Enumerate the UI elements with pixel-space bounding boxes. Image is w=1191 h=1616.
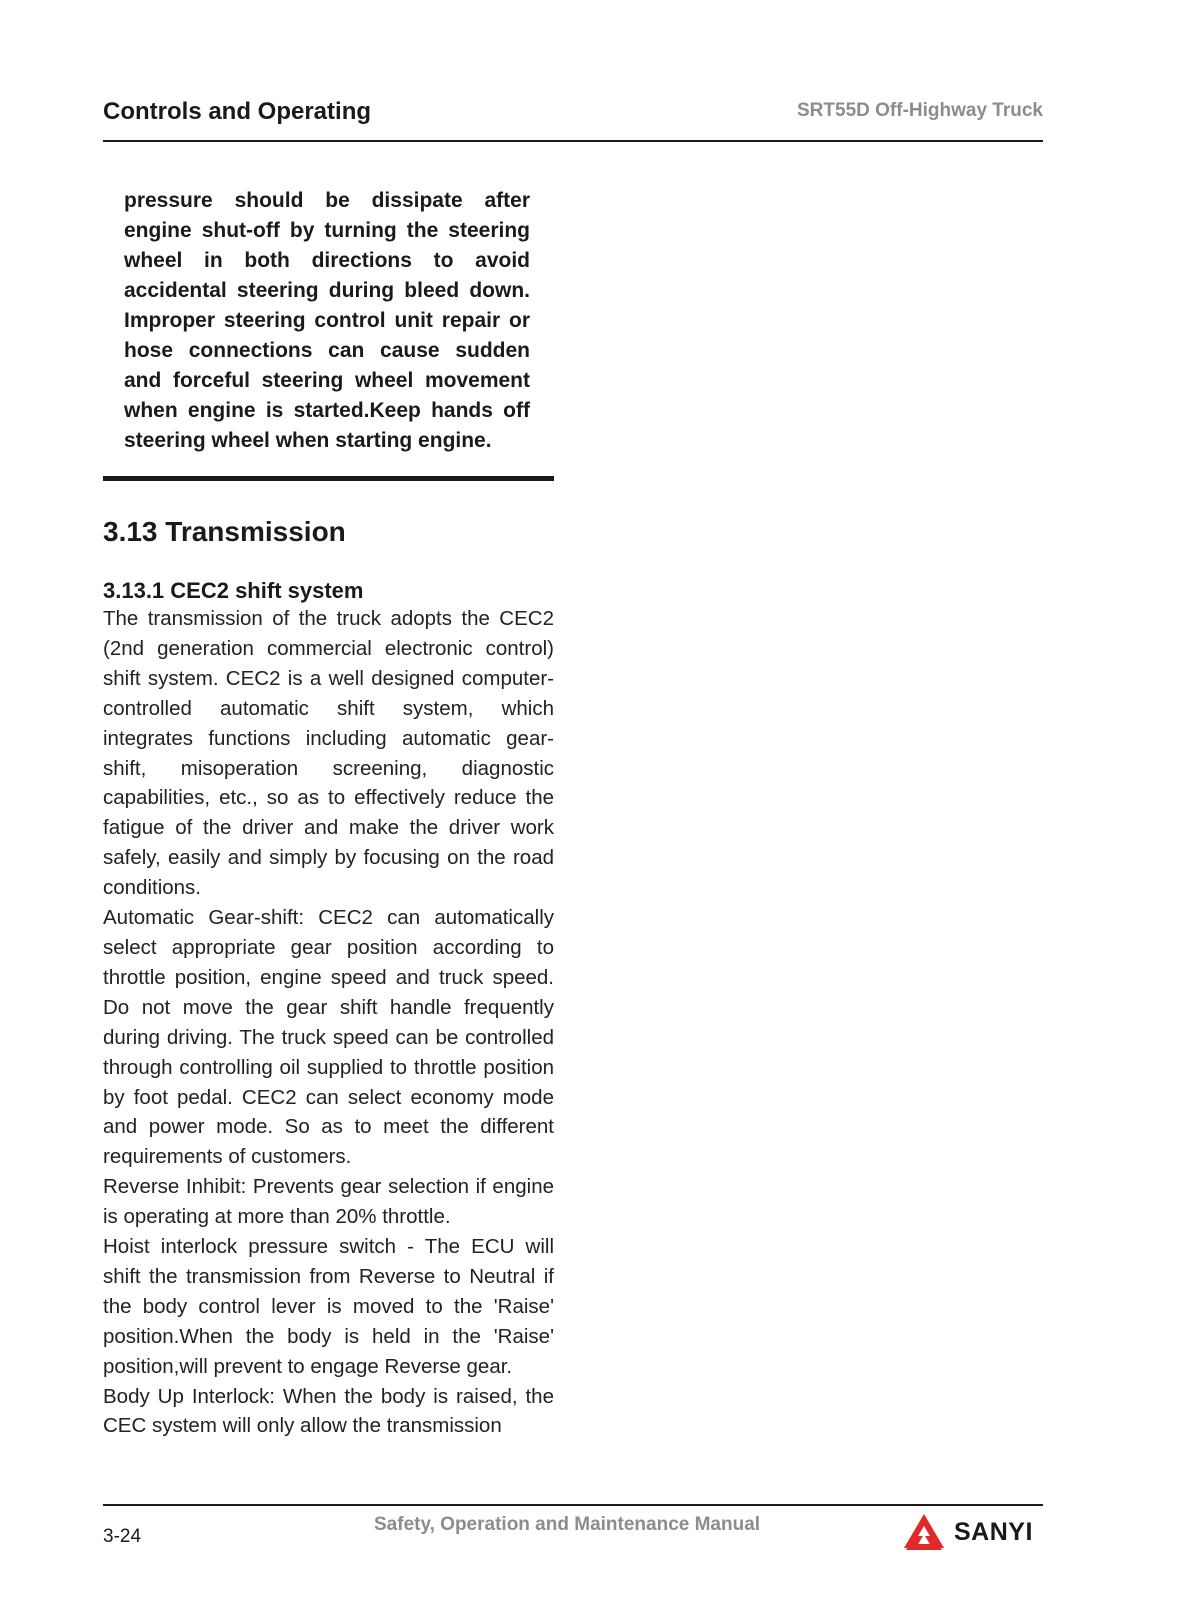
header-divider xyxy=(103,140,1043,142)
brand-name: SANYI xyxy=(954,1517,1033,1546)
paragraph-automatic-gear-shift: Automatic Gear-shift: CEC2 can automatically select appropriate gear position according to throttle position, engine speed and truck speed. Do not move the gear shift handle frequently during driving. The truck speed can be controlled through controlling oil supplied to throttle position by foot pedal. CEC2 can select economy mode and power mode. So as to meet the different requirements of customers. xyxy=(103,906,554,1169)
warning-bottom-rule xyxy=(103,476,554,481)
warning-text: pressure should be dissipate after engine shut-off by turning the steering wheel in both directions to avoid accidental steering during bleed down. Improper steering control unit repair or hose connections can cause sudden and forceful steering wheel movement when engine is started.Keep hands off steering wheel when starting engine. xyxy=(124,189,530,452)
page-number: 3-24 xyxy=(103,1526,142,1547)
body-text xyxy=(103,604,554,1441)
header-product-title: SRT55D Off-Highway Truck xyxy=(797,100,1043,121)
subsection-title: 3.13.1 CEC2 shift system xyxy=(103,578,364,603)
footer-manual-title: Safety, Operation and Maintenance Manual xyxy=(374,1514,761,1535)
paragraph-intro: The transmission of the truck adopts the CEC2 (2nd generation commercial electronic control) shift system. CEC2 is a well designed computer-controlled automatic shift system, which integrates functions including automatic gear-shift, misoperation screening, diagnostic capabilities, etc., so as to effectively reduce the fatigue of the driver and make the driver work safely, easily and simply by focusing on the road conditions. xyxy=(103,607,554,900)
paragraph-reverse-inhibit: Reverse Inhibit: Prevents gear selection if engine is operating at more than 20% throttle. xyxy=(103,1175,554,1229)
footer-divider xyxy=(103,1504,1043,1506)
paragraph-body-up-interlock: Body Up Interlock: When the body is raised, the CEC system will only allow the transmission xyxy=(103,1384,554,1438)
brand-logo xyxy=(902,1510,1044,1554)
brand-logo-icon xyxy=(902,1512,946,1552)
section-title: 3.13 Transmission xyxy=(103,516,346,547)
paragraph-hoist-interlock: Hoist interlock pressure switch - The ECU will shift the transmission from Reverse to Neutral if the body control lever is moved to the 'Raise' position.When the body is held in the 'Raise' position,will prevent to engage Reverse gear. xyxy=(103,1235,554,1378)
header-section-title: Controls and Operating xyxy=(103,98,372,125)
